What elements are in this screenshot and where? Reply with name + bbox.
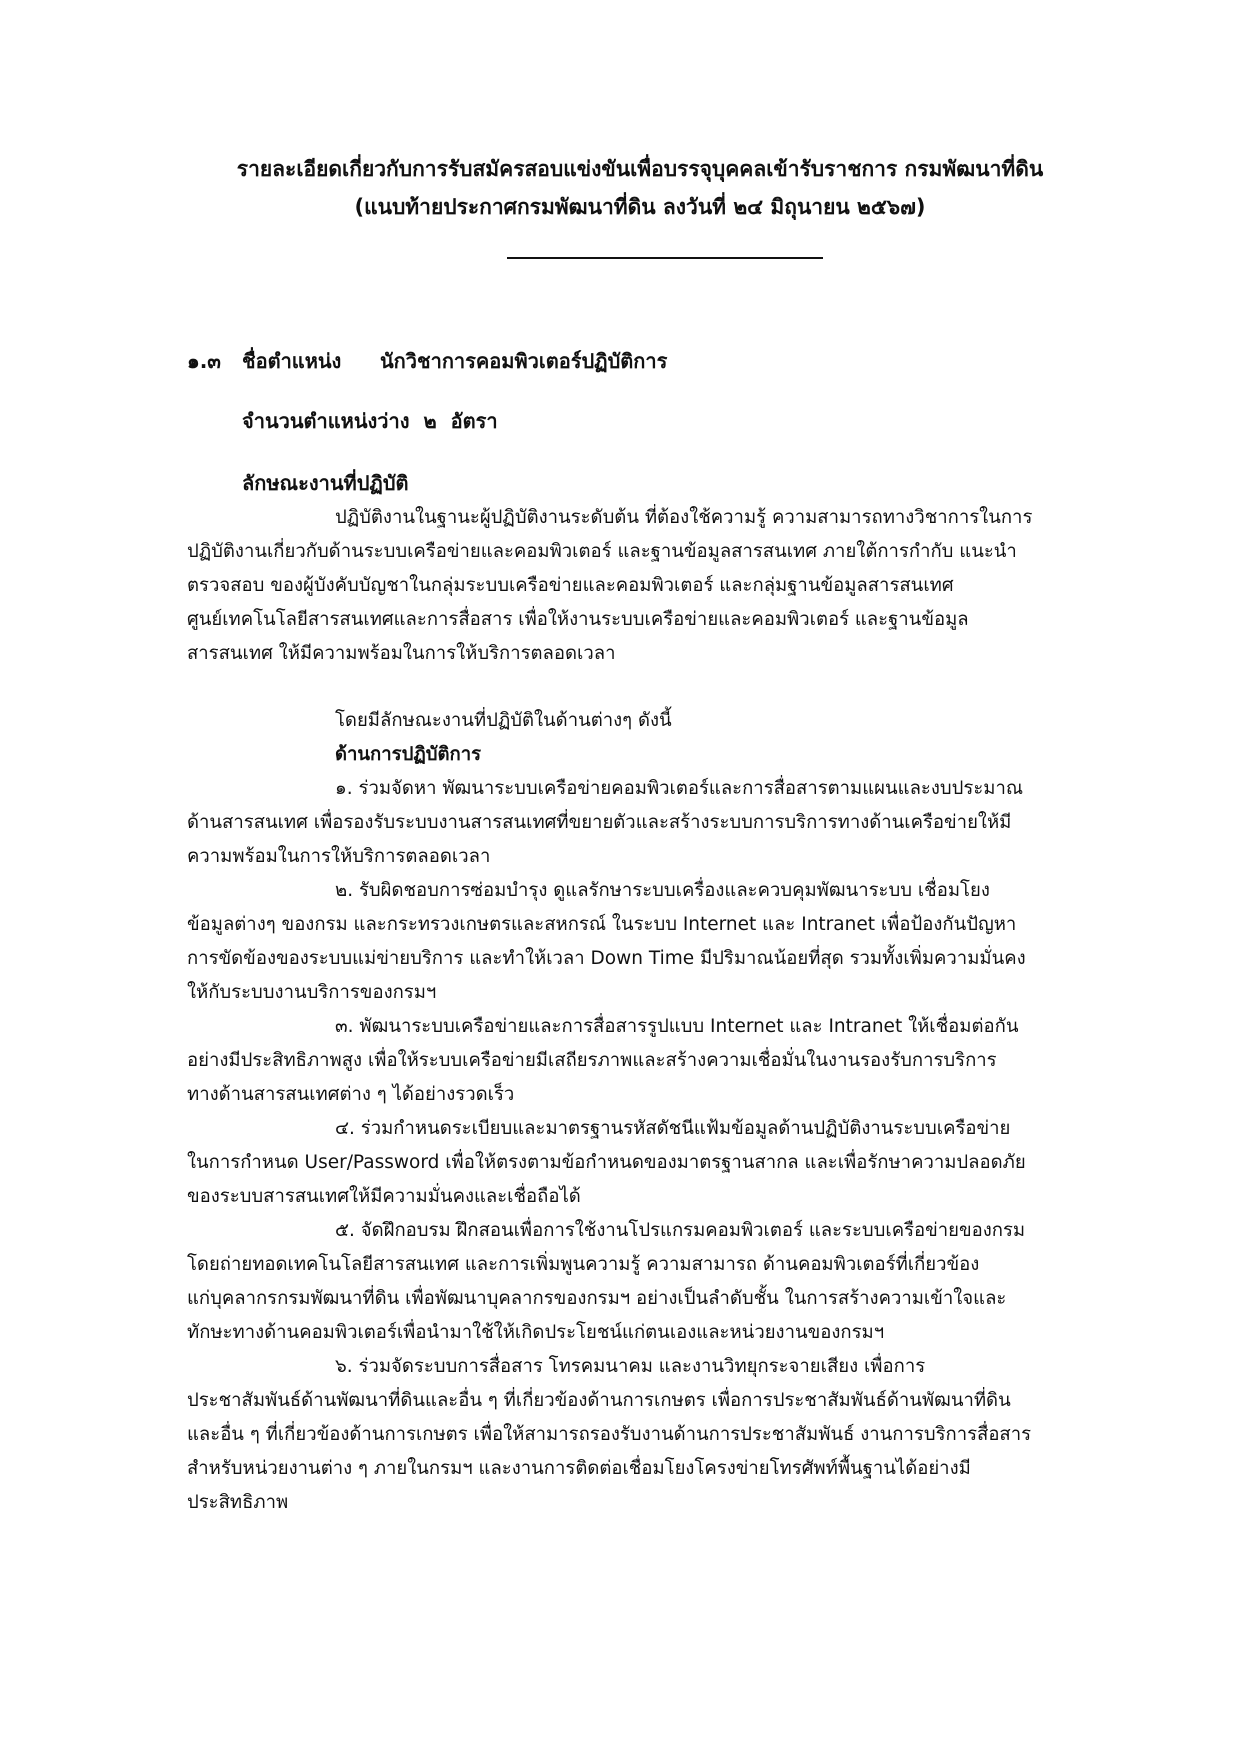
duty-item-1-line: ๑. ร่วมจัดหา พัฒนาระบบเครือข่ายคอมพิวเตอร์และการสื่อสารตามแผนและงบประมาณ (335, 778, 1023, 799)
duty-item-6-line: ประสิทธิภาพ (187, 1492, 289, 1513)
operations-heading: ด้านการปฏิบัติการ (335, 744, 482, 765)
vacancy-row (242, 406, 512, 436)
vacancy-count: ๒ (423, 409, 437, 433)
paragraph-line: ตรวจสอบ ของผู้บังคับบัญชาในกลุ่มระบบเครือข่ายและคอมพิวเตอร์ และกลุ่มฐานข้อมูลสารสนเทศ (187, 575, 954, 596)
document-title: รายละเอียดเกี่ยวกับการรับสมัครสอบแข่งขันเพื่อบรรจุบุคคลเข้ารับราชการ กรมพัฒนาที่ดิน (236, 157, 1044, 181)
duty-item-5-line: โดยถ่ายทอดเทคโนโลยีสารสนเทศ และการเพิ่มพูนความรู้ ความสามารถ ด้านคอมพิวเตอร์ที่เกี่ยวข้อง (187, 1254, 980, 1275)
duty-item-6-line: และอื่น ๆ ที่เกี่ยวข้องด้านการเกษตร เพื่อให้สามารถรองรับงานด้านการประชาสัมพันธ์ งานการบริการสื่อสาร (187, 1424, 1032, 1445)
header-divider (507, 257, 823, 259)
duty-areas-section (187, 704, 1127, 1520)
duties-heading: ลักษณะงานที่ปฏิบัติ (242, 471, 409, 495)
paragraph-line: ปฏิบัติงานในฐานะผู้ปฏิบัติงานระดับต้น ที่ต้องใช้ความรู้ ความสามารถทางวิชาการในการ (335, 507, 1033, 528)
duty-item-1-line: ความพร้อมในการให้บริการตลอดเวลา (187, 846, 491, 867)
duty-item-5-line: ๕. จัดฝึกอบรม ฝึกสอนเพื่อการใช้งานโปรแกรมคอมพิวเตอร์ และระบบเครือข่ายของกรม (335, 1220, 1026, 1241)
vacancy-unit: อัตรา (450, 409, 498, 433)
duty-item-3-line: อย่างมีประสิทธิภาพสูง เพื่อให้ระบบเครือข่ายมีเสถียรภาพและสร้างความเชื่อมั่นในงานรองรับการบริการ (187, 1050, 997, 1071)
duty-item-1-line: ด้านสารสนเทศ เพื่อรองรับระบบงานสารสนเทศที่ขยายตัวและสร้างระบบการบริการทางด้านเครือข่ายให้มี (187, 812, 1012, 833)
duty-item-6-line: ๖. ร่วมจัดระบบการสื่อสาร โทรคมนาคม และงานวิทยุกระจายเสียง เพื่อการ (335, 1356, 926, 1377)
duty-item-5-line: แก่บุคลากรกรมพัฒนาที่ดิน เพื่อพัฒนาบุคลากรของกรมฯ อย่างเป็นลำดับชั้น ในการสร้างความเข้าใจและ (187, 1288, 1007, 1309)
position-row (187, 346, 667, 376)
duty-item-6-line: ประชาสัมพันธ์ด้านพัฒนาที่ดินและอื่น ๆ ที่เกี่ยวข้องด้านการเกษตร เพื่อการประชาสัมพันธ์ด้านพัฒนาที่ดิน (187, 1390, 1011, 1411)
intro-paragraph (187, 501, 1127, 671)
paragraph-line: ศูนย์เทคโนโลยีสารสนเทศและการสื่อสาร เพื่อให้งานระบบเครือข่ายและคอมพิวเตอร์ และฐานข้อมูล (187, 609, 969, 630)
duty-item-3-line: ๓. พัฒนาระบบเครือข่ายและการสื่อสารรูปแบบ Internet และ Intranet ให้เชื่อมต่อกัน (335, 1016, 1019, 1037)
document-subtitle: (แนบท้ายประกาศกรมพัฒนาที่ดิน ลงวันที่ ๒๔ มิถุนายน ๒๕๖๗) (354, 195, 926, 219)
duty-item-2-line: ข้อมูลต่างๆ ของกรม และกระทรวงเกษตรและสหกรณ์ ในระบบ Internet และ Intranet เพื่อป้องกันปัญหา (187, 914, 1017, 935)
duty-item-4-line: ๔. ร่วมกำหนดระเบียบและมาตรฐานรหัสดัชนีแฟ้มข้อมูลด้านปฏิบัติงานระบบเครือข่าย (335, 1118, 1011, 1139)
paragraph-line: สารสนเทศ ให้มีความพร้อมในการให้บริการตลอดเวลา (187, 643, 616, 664)
duty-item-5-line: ทักษะทางด้านคอมพิวเตอร์เพื่อนำมาใช้ให้เกิดประโยชน์แก่ตนเองและหน่วยงานของกรมฯ (187, 1322, 885, 1343)
duty-item-4-line: ของระบบสารสนเทศให้มีความมั่นคงและเชื่อถือได้ (187, 1186, 581, 1207)
position-number: ๑.๓ (187, 349, 221, 373)
duty-item-2-line: ๒. รับผิดชอบการซ่อมบำรุง ดูแลรักษาระบบเครื่องและควบคุมพัฒนาระบบ เชื่อมโยง (335, 880, 990, 901)
duty-item-6-line: สำหรับหน่วยงานต่าง ๆ ภายในกรมฯ และงานการติดต่อเชื่อมโยงโครงข่ายโทรศัพท์พื้นฐานได้อย่างมี (187, 1458, 971, 1479)
position-title: นักวิชาการคอมพิวเตอร์ปฏิบัติการ (380, 349, 668, 373)
duty-item-2-line: การขัดข้องของระบบแม่ข่ายบริการ และทำให้เวลา Down Time มีปริมาณน้อยที่สุด รวมทั้งเพิ่มความมั่นคง (187, 948, 1026, 969)
duty-item-3-line: ทางด้านสารสนเทศต่าง ๆ ได้อย่างรวดเร็ว (187, 1084, 515, 1105)
duty-item-4-line: ในการกำหนด User/Password เพื่อให้ตรงตามข้อกำหนดของมาตรฐานสากล และเพื่อรักษาความปลอดภัย (187, 1152, 1026, 1173)
areas-intro: โดยมีลักษณะงานที่ปฏิบัติในด้านต่างๆ ดังนี้ (335, 710, 672, 731)
duty-item-2-line: ให้กับระบบงานบริการของกรมฯ (187, 982, 437, 1003)
paragraph-line: ปฏิบัติงานเกี่ยวกับด้านระบบเครือข่ายและคอมพิวเตอร์ และฐานข้อมูลสารสนเทศ ภายใต้การกำกับ แนะนำ (187, 541, 1017, 562)
document-header (160, 150, 1120, 226)
vacancy-label: จำนวนตำแหน่งว่าง (242, 409, 410, 433)
position-label: ชื่อตำแหน่ง (242, 349, 342, 373)
